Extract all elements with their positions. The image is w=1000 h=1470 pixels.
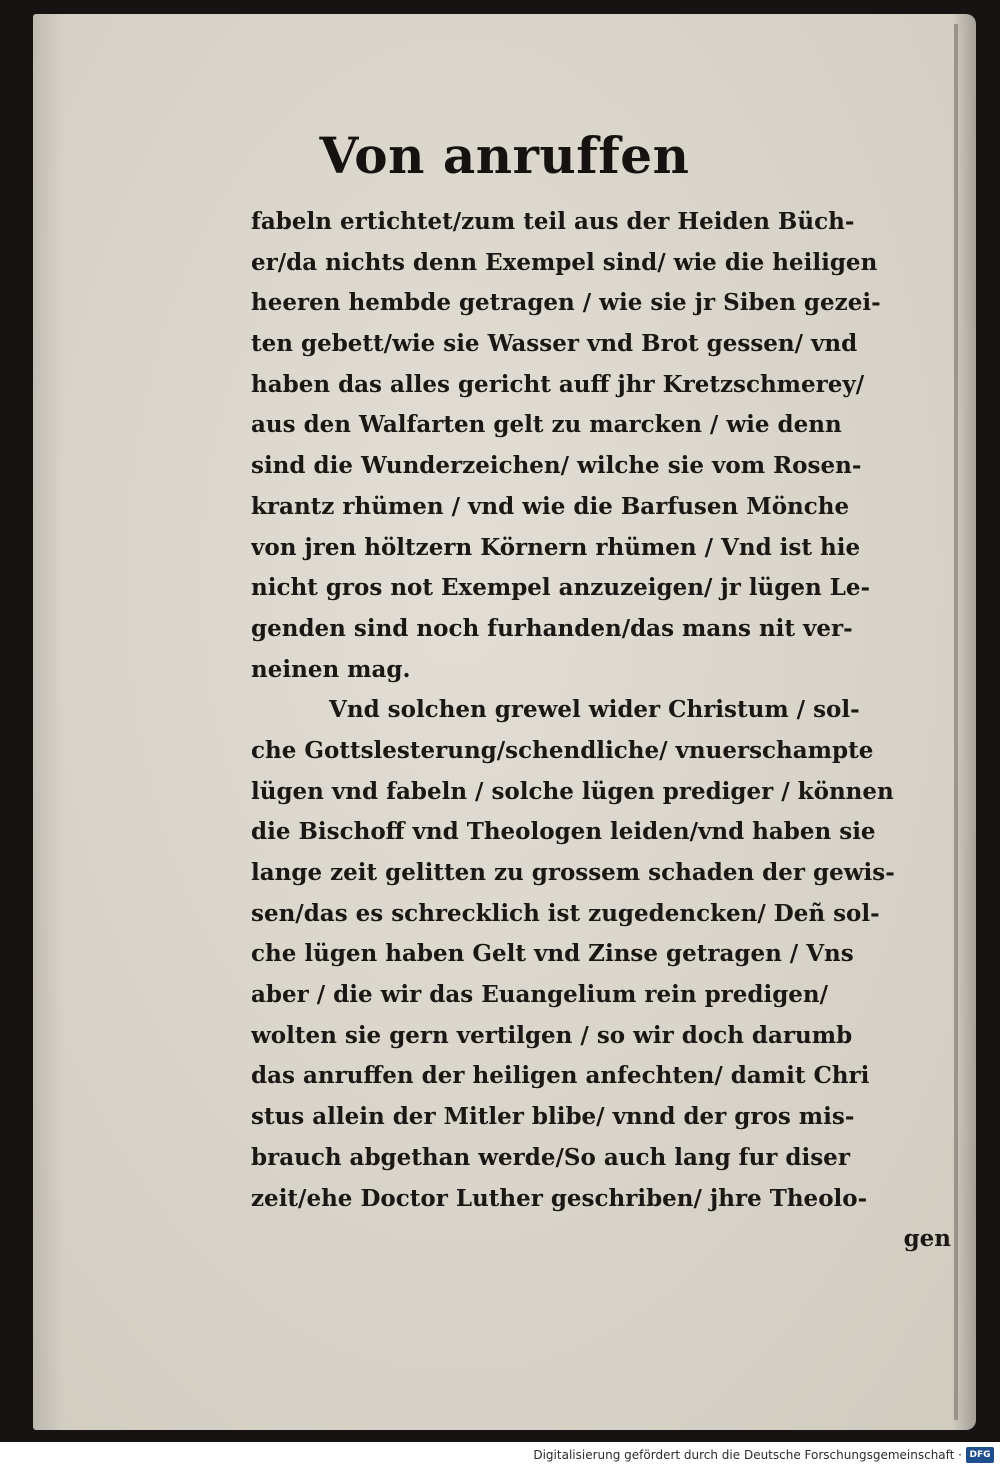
text-line: heeren hembde getragen / wie sie jr Siben gezei- (251, 289, 881, 317)
page-edge (954, 24, 958, 1420)
text-line: neinen mag. (251, 655, 411, 683)
book-page (33, 14, 976, 1430)
text-line: von jren höltzern Körnern rhümen / Vnd ist hie (251, 533, 861, 561)
text-line: genden sind noch furhanden/das mans nit ver- (251, 614, 853, 642)
text-line: lange zeit gelitten zu grossem schaden der gewis- (251, 859, 895, 886)
text-line: er/da nichts denn Exempel sind/ wie die heiligen (251, 248, 878, 276)
text-line: fabeln ertichtet/zum teil aus der Heiden Büch- (251, 208, 855, 235)
text-line: zeit/ehe Doctor Luther geschriben/ jhre Theolo- (251, 1184, 868, 1212)
text-block (251, 202, 951, 1260)
text-line: aber / die wir das Euangelium rein predigen/ (251, 981, 829, 1009)
text-line: das anruffen der heiligen anfechten/ damit Chri (251, 1062, 870, 1090)
text-line: nicht gros not Exempel anzuzeigen/ jr lügen Le- (251, 574, 871, 602)
text-line: brauch abgethan werde/So auch lang fur diser (251, 1143, 850, 1171)
text-line: stus allein der Mitler blibe/ vnnd der gros mis- (251, 1103, 855, 1131)
text-line: ten gebett/wie sie Wasser vnd Brot gessen/ vnd (251, 330, 858, 358)
funding-footer (0, 1442, 1000, 1470)
text-line: lügen vnd fabeln / solche lügen prediger / können (251, 777, 894, 805)
catchword: gen (903, 1225, 951, 1253)
text-line: haben das alles gericht auff jhr Kretzschmerey/ (251, 370, 865, 398)
text-line: che lügen haben Gelt vnd Zinse getragen / Vns (251, 940, 854, 968)
dfg-logo-icon: DFG (966, 1447, 994, 1463)
text-line: Vnd solchen grewel wider Christum / sol- (329, 696, 860, 724)
text-line: aus den Walfarten gelt zu marcken / wie denn (251, 411, 842, 439)
running-head: Von anruffen (319, 126, 690, 185)
text-line: sen/das es schrecklich ist zugedencken/ Deñ sol- (251, 899, 880, 927)
text-line: krantz rhümen / vnd wie die Barfusen Mönche (251, 492, 850, 520)
text-line: die Bischoff vnd Theologen leiden/vnd haben sie (251, 818, 876, 846)
text-line: che Gottslesterung/schendliche/ vnuerschampte (251, 736, 874, 764)
text-line: sind die Wunderzeichen/ wilche sie vom Rosen- (251, 452, 862, 480)
text-line: wolten sie gern vertilgen / so wir doch darumb (251, 1021, 853, 1049)
funding-text: Digitalisierung gefördert durch die Deutsche Forschungsgemeinschaft · (533, 1448, 962, 1462)
